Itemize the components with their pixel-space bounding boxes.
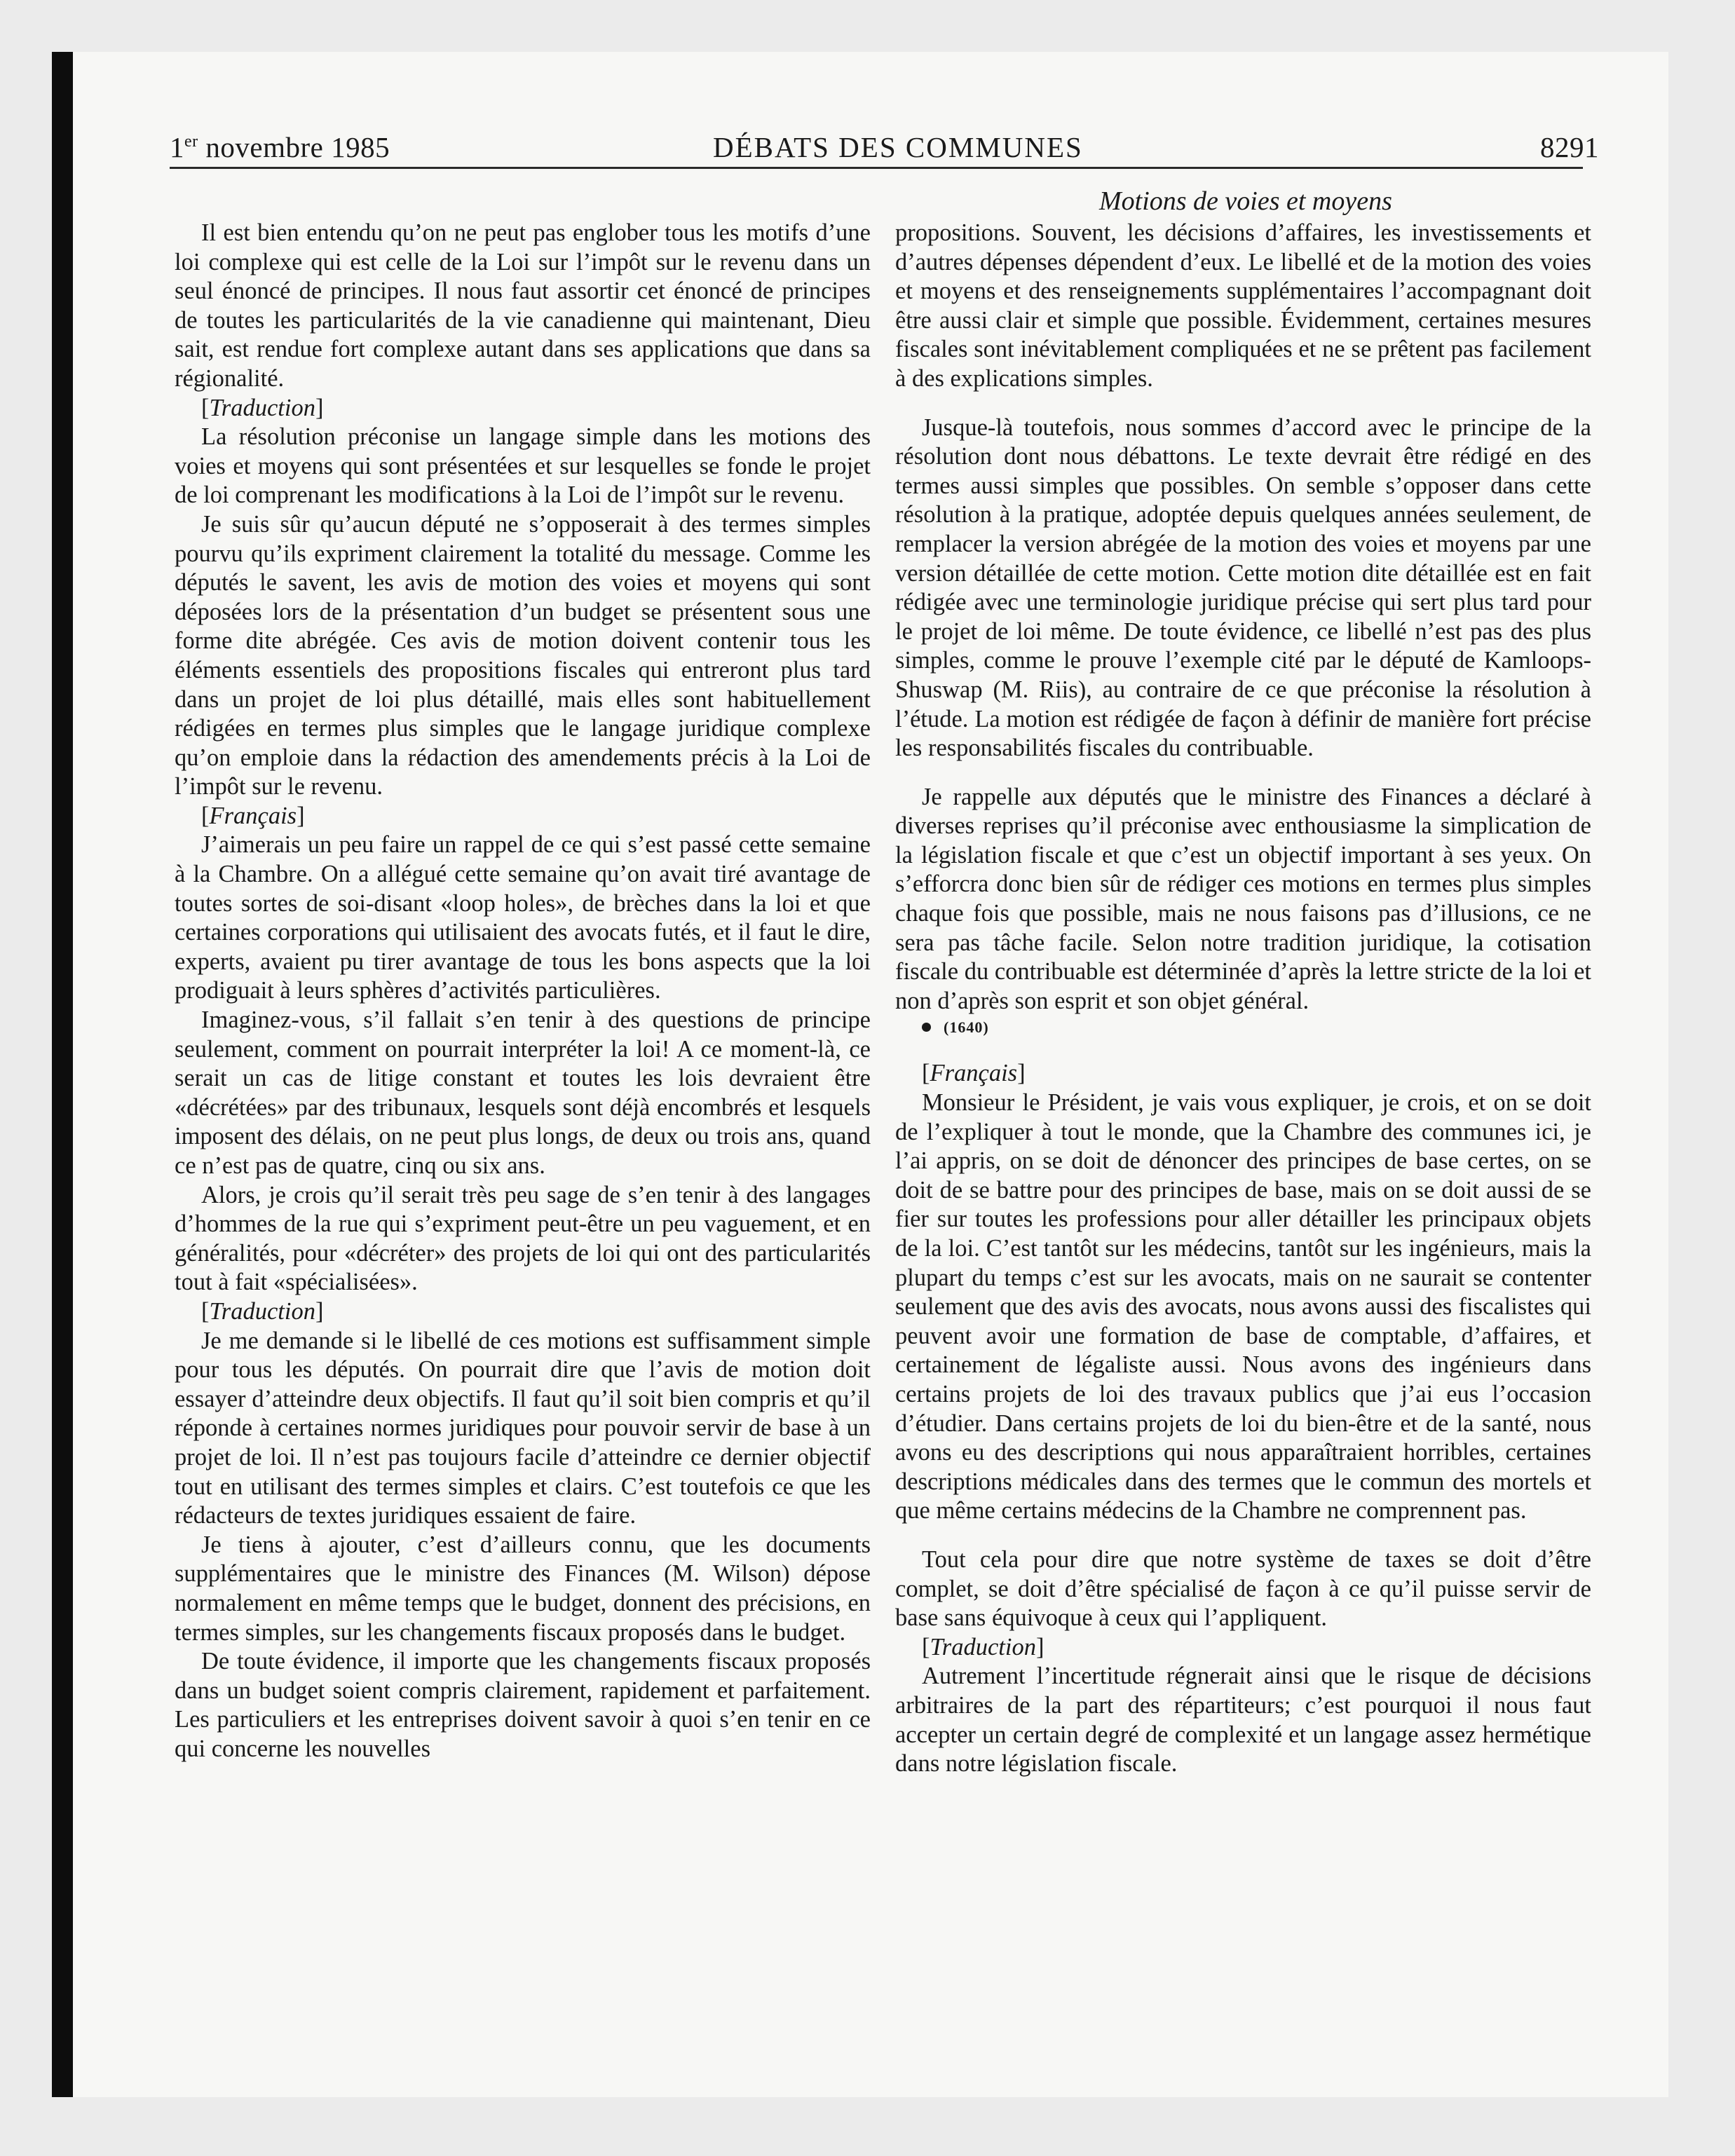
- paragraph: Alors, je crois qu’il serait très peu sage de s’en tenir à des langages d’hommes de la rue qui s’expriment peut-être un peu vaguement, et en généralités, pour «décréter» des projets de loi qui ont des particularités tout à fait «spécialisées».: [175, 1181, 871, 1296]
- language-marker: [Traduction]: [201, 394, 324, 421]
- subject-heading: Motions de voies et moyens: [1099, 186, 1392, 216]
- paragraph: De toute évidence, il importe que les changements fiscaux proposés dans un budget soient compris clairement, rapidement et parfaitement. Les particuliers et les entreprises doivent savoir à quoi s’en tenir en ce qui concerne les nouvelles: [175, 1648, 871, 1762]
- paragraph: Je tiens à ajouter, c’est d’ailleurs connu, que les documents supplémentaires que le ministre des Finances (M. Wilson) dépose normalement en même temps que le budget, donnent des précisions, en termes simples, sur les changements fiscaux proposés dans le budget.: [175, 1531, 871, 1646]
- paragraph: J’aimerais un peu faire un rappel de ce qui s’est passé cette semaine à la Chambre. On a allégué cette semaine qu’on avait tiré avantage de toutes sortes de soi-disant «loop holes», de brèches dans la loi et que certaines corporations qui utilisaient des avocats futés, et il faut le dire, experts, avaient pu tirer avantage de tous les bons aspects que la loi prodiguait à leurs sphères d’activités particulières.: [175, 831, 871, 1004]
- paragraph: Tout cela pour dire que notre système de taxes se doit d’être complet, se doit d’être spécialisé de façon à ce qu’il puisse servir de base sans équivoque à ceux qui l’appliquent.: [895, 1546, 1591, 1632]
- paragraph: propositions. Souvent, les décisions d’affaires, les investissements et d’autres dépenses dépendent d’eux. Le libellé et de la motion des voies et moyens et des renseignements supplémentaires l’accompagnant doit être aussi clair et simple que possible. Évidemment, certaines mesures fiscales sont inévitablement compliquées et ne se prêtent pas facilement à des explications simples.: [895, 219, 1591, 392]
- running-head-date: 1er novembre 1985: [170, 131, 390, 163]
- language-marker-label: Français: [209, 802, 297, 829]
- language-marker: [Traduction]: [922, 1633, 1045, 1660]
- paragraph: Je suis sûr qu’aucun député ne s’opposerait à des termes simples pourvu qu’ils expriment clairement la totalité du message. Comme les députés le savent, les avis de motion des voies et moyens qui sont déposées lors de la présentation d’un budget se présentent sous une forme dite abrégée. Ces avis de motion doivent contenir tous les éléments essentiels des propositions fiscales qui entreront plus tard dans un projet de loi plus détaillé, mais elles sont habituellement rédigées en termes plus simples que le langage juridique complexe qu’on emploie dans la rédaction des amendements précis à la Loi de l’impôt sur le revenu.: [175, 510, 871, 800]
- timestamp: (1640): [895, 1016, 1591, 1039]
- paragraph: Je rappelle aux députés que le ministre des Finances a déclaré à diverses reprises qu’il préconise avec enthousiasme la simplication de la législation fiscale et que c’est un objectif important à ses yeux. On s’efforcra donc bien sûr de rédiger ces motions en termes plus simples chaque fois que possible, mais ne nous faisons pas d’illusions, ce ne sera pas tâche facile. Selon notre tradition juridique, la cotisation fiscale du contribuable est déterminée d’après la lettre stricte de la loi et non d’après son esprit et son objet général.: [895, 783, 1591, 1014]
- page-number: 8291: [1540, 131, 1599, 163]
- paragraph: Je me demande si le libellé de ces motions est suffisamment simple pour tous les députés. On pourrait dire que l’avis de motion doit essayer d’atteindre deux objectifs. Il faut qu’il soit bien compris et qu’il réponde à certaines normes juridiques pour pouvoir servir de base à un projet de loi. Il n’est pas toujours facile d’atteindre ce dernier objectif tout en utilisant des termes simples et clairs. C’est toutefois ce que les rédacteurs de textes juridiques essaient de faire.: [175, 1327, 871, 1529]
- language-marker: [Traduction]: [201, 1297, 324, 1325]
- language-marker-label: Traduction: [209, 394, 315, 421]
- paragraph: Autrement l’incertitude régnerait ainsi que le risque de décisions arbitraires de la part des répartiteurs; c’est pourquoi il nous faut accepter un certain degré de complexité et un langage assez hermétique dans notre législation fiscale.: [895, 1663, 1591, 1778]
- header-rule: [170, 167, 1583, 169]
- paragraph: Monsieur le Président, je vais vous expliquer, je crois, et on se doit de l’expliquer à tout le monde, que la Chambre des communes ici, je l’ai appris, on se doit de dénoncer des principes de base certes, on se doit de se battre pour des principes de base, mais on se doit aussi de se fier sur toutes les professions pour aller détailler les principaux objets de la loi. C’est tantôt sur les médecins, tantôt sur les ingénieurs, mais la plupart du temps c’est sur les avocats, mais on ne saurait se contenter seulement que des avis des avocats, nous avons aussi des fiscalistes qui peuvent avoir une formation de base de comptable, d’affaires, et certainement de légaliste aussi. Nous avons des ingénieurs dans certains projets de loi des travaux publics que j’ai eus l’occasion d’étudier. Dans certains projets de loi du bien-être et de la santé, nous avons eu des descriptions qui nous apparaîtraient horribles, certaines descriptions médicales dans des termes que le commun des mortels et que même certains médecins de la Chambre ne comprennent pas.: [895, 1089, 1591, 1524]
- paragraph: Jusque-là toutefois, nous sommes d’accord avec le principe de la résolution dont nous débattons. Le texte devrait être rédigé en des termes aussi simples que possibles. On semble s’opposer dans cette résolution à la pratique, adoptée depuis quelques années seulement, de remplacer la version abrégée de la motion des voies et moyens par une version détaillée de cette motion. Cette motion dite détaillée est en fait rédigée avec une terminologie juridique précise qui sert plus tard pour le projet de loi même. De toute évidence, ce libellé n’est pas des plus simples, comme le prouve l’exemple cité par le député de Kamloops-Shuswap (M. Riis), au contraire de ce que préconise la résolution à l’étude. La motion est rédigée de façon à définir de manière fort précise les responsabilités fiscales du contribuable.: [895, 414, 1591, 762]
- right-column: [895, 219, 1591, 2041]
- paragraph: Imaginez-vous, s’il fallait s’en tenir à des questions de principe seulement, comment on pourrait interpréter la loi! A ce moment-là, ce serait un cas de litige constant et toutes les lois devraient être «décrétées» par des tribunaux, lesquels sont déjà encombrés et lesquels imposent des délais, on ne peut plus longs, de deux ou trois ans, quand ce n’est pas de quatre, cinq ou six ans.: [175, 1007, 871, 1179]
- running-head-title: DÉBATS DES COMMUNES: [713, 131, 1083, 163]
- left-column: [175, 219, 871, 2041]
- language-marker-label: Traduction: [209, 1297, 315, 1325]
- paragraph: La résolution préconise un langage simple dans les motions des voies et moyens qui sont présentées et sur lesquelles se fonde le projet de loi comprenant les modifications à la Loi de l’impôt sur le revenu.: [175, 423, 871, 509]
- language-marker: [Français]: [201, 802, 305, 829]
- bullet-icon: [922, 1023, 931, 1032]
- paragraph: Il est bien entendu qu’on ne peut pas englober tous les motifs d’une loi complexe qui est celle de la Loi sur l’impôt sur le revenu dans un seul énoncé de principes. Il nous faut assortir cet énoncé de principes de toutes les particularités de la vie canadienne qui maintenant, Dieu sait, est rendue fort complexe autant dans ses applications que dans sa régionalité.: [175, 219, 871, 392]
- language-marker: [Français]: [922, 1060, 1026, 1087]
- scan-edge: [52, 52, 73, 2097]
- language-marker-label: Traduction: [930, 1633, 1036, 1660]
- language-marker-label: Français: [930, 1060, 1018, 1087]
